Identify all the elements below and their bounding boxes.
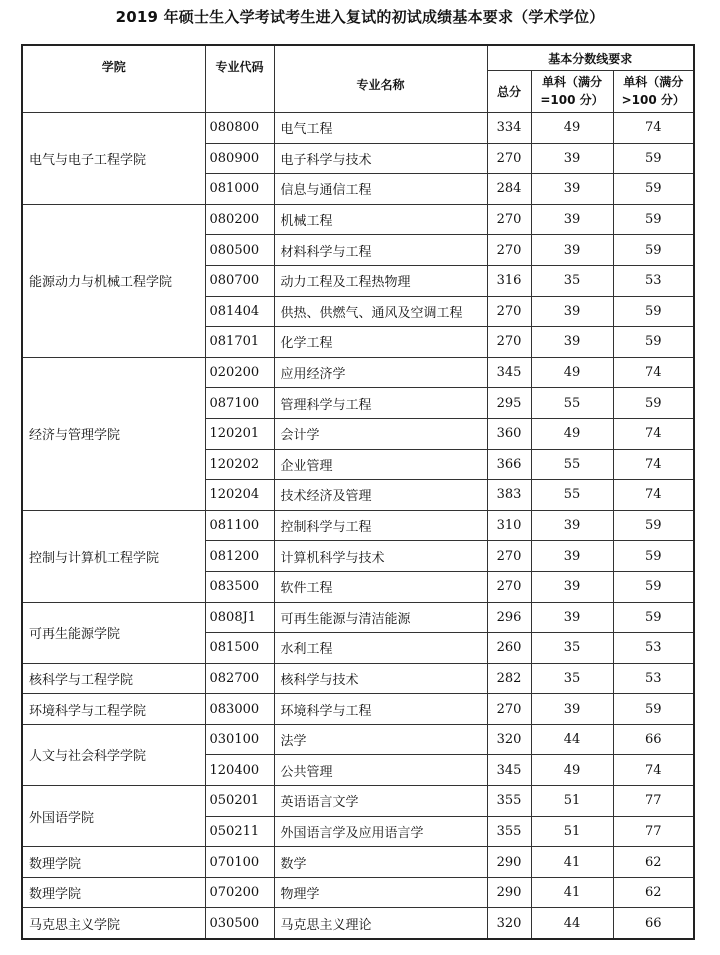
major-name-cell: 会计学 [274,418,487,449]
total-score-cell: 270 [487,296,531,327]
code-cell: 030500 [205,908,274,939]
table-row [22,663,694,694]
total-score-cell: 260 [487,633,531,664]
table-row [22,602,694,633]
major-name-cell: 公共管理 [274,755,487,786]
single-100-cell: 49 [531,755,613,786]
header-code: 专业代码 [205,45,274,113]
code-cell: 070200 [205,877,274,908]
code-cell: 083500 [205,571,274,602]
code-cell: 120202 [205,449,274,480]
code-cell: 080500 [205,235,274,266]
single-100-cell: 39 [531,327,613,358]
single-over-100-cell: 77 [613,816,694,847]
code-cell: 070100 [205,847,274,878]
code-cell: 120400 [205,755,274,786]
page-title: 2019 年硕士生入学考试考生进入复试的初试成绩基本要求（学术学位） [115,8,605,26]
total-score-cell: 282 [487,663,531,694]
college-cell: 核科学与工程学院 [22,663,205,694]
major-name-cell: 电子科学与技术 [274,143,487,174]
table-row [22,357,694,388]
header-college: 学院 [22,45,205,113]
single-over-100-cell: 59 [613,204,694,235]
total-score-cell: 355 [487,816,531,847]
total-score-cell: 270 [487,541,531,572]
total-score-cell: 310 [487,510,531,541]
single-100-cell: 51 [531,816,613,847]
total-score-cell: 270 [487,694,531,725]
single-over-100-cell: 66 [613,724,694,755]
total-score-cell: 320 [487,724,531,755]
total-score-cell: 270 [487,571,531,602]
major-name-cell: 环境科学与工程 [274,694,487,725]
single-100-cell: 55 [531,449,613,480]
college-cell: 数理学院 [22,877,205,908]
single-over-100-cell: 59 [613,388,694,419]
single-over-100-cell: 62 [613,877,694,908]
header-total: 总分 [487,71,531,113]
code-cell: 120204 [205,480,274,511]
major-name-cell: 可再生能源与清洁能源 [274,602,487,633]
code-cell: 120201 [205,418,274,449]
total-score-cell: 383 [487,480,531,511]
college-cell: 环境科学与工程学院 [22,694,205,725]
single-100-cell: 35 [531,633,613,664]
single-over-100-cell: 53 [613,265,694,296]
code-cell: 050201 [205,786,274,817]
code-cell: 080900 [205,143,274,174]
header-name: 专业名称 [274,45,487,113]
single-100-cell: 39 [531,541,613,572]
major-name-cell: 软件工程 [274,571,487,602]
single-100-cell: 49 [531,357,613,388]
code-cell: 087100 [205,388,274,419]
table-row [22,694,694,725]
single-over-100-cell: 74 [613,418,694,449]
major-name-cell: 技术经济及管理 [274,480,487,511]
code-cell: 050211 [205,816,274,847]
code-cell: 020200 [205,357,274,388]
single-100-cell: 44 [531,724,613,755]
code-cell: 082700 [205,663,274,694]
major-name-cell: 数学 [274,847,487,878]
single-over-100-cell: 59 [613,174,694,205]
table-row [22,724,694,755]
major-name-cell: 机械工程 [274,204,487,235]
major-name-cell: 动力工程及工程热物理 [274,265,487,296]
single-over-100-cell: 59 [613,327,694,358]
table-row [22,847,694,878]
college-cell: 能源动力与机械工程学院 [22,204,205,357]
table-row [22,113,694,144]
single-over-100-cell: 59 [613,296,694,327]
single-100-cell: 41 [531,877,613,908]
single-100-cell: 39 [531,602,613,633]
single-over-100-cell: 59 [613,235,694,266]
code-cell: 081404 [205,296,274,327]
total-score-cell: 295 [487,388,531,419]
code-cell: 081200 [205,541,274,572]
single-100-cell: 51 [531,786,613,817]
major-name-cell: 信息与通信工程 [274,174,487,205]
single-100-cell: 39 [531,143,613,174]
major-name-cell: 法学 [274,724,487,755]
single-100-cell: 39 [531,694,613,725]
college-cell: 数理学院 [22,847,205,878]
header-group: 基本分数线要求 [487,45,694,71]
single-100-cell: 39 [531,235,613,266]
major-name-cell: 管理科学与工程 [274,388,487,419]
code-cell: 083000 [205,694,274,725]
single-over-100-cell: 59 [613,571,694,602]
code-cell: 081500 [205,633,274,664]
single-100-cell: 55 [531,480,613,511]
major-name-cell: 马克思主义理论 [274,908,487,939]
single-100-cell: 39 [531,571,613,602]
code-cell: 080200 [205,204,274,235]
single-over-100-cell: 53 [613,633,694,664]
total-score-cell: 290 [487,847,531,878]
total-score-cell: 366 [487,449,531,480]
total-score-cell: 355 [487,786,531,817]
single-over-100-cell: 74 [613,449,694,480]
major-name-cell: 化学工程 [274,327,487,358]
single-over-100-cell: 59 [613,510,694,541]
single-over-100-cell: 77 [613,786,694,817]
table-row [22,204,694,235]
single-over-100-cell: 59 [613,602,694,633]
table-row [22,877,694,908]
code-cell: 081100 [205,510,274,541]
total-score-cell: 270 [487,143,531,174]
total-score-cell: 345 [487,755,531,786]
single-over-100-cell: 59 [613,694,694,725]
major-name-cell: 控制科学与工程 [274,510,487,541]
single-100-cell: 55 [531,388,613,419]
total-score-cell: 334 [487,113,531,144]
major-name-cell: 材料科学与工程 [274,235,487,266]
single-100-cell: 39 [531,510,613,541]
total-score-cell: 360 [487,418,531,449]
single-100-cell: 35 [531,663,613,694]
total-score-cell: 296 [487,602,531,633]
total-score-cell: 270 [487,204,531,235]
major-name-cell: 电气工程 [274,113,487,144]
single-100-cell: 39 [531,296,613,327]
single-100-cell: 44 [531,908,613,939]
major-name-cell: 水利工程 [274,633,487,664]
major-name-cell: 英语语言文学 [274,786,487,817]
code-cell: 0808J1 [205,602,274,633]
single-over-100-cell: 66 [613,908,694,939]
college-cell: 人文与社会科学学院 [22,724,205,785]
single-over-100-cell: 59 [613,541,694,572]
major-name-cell: 外国语言学及应用语言学 [274,816,487,847]
college-cell: 电气与电子工程学院 [22,113,205,205]
single-over-100-cell: 74 [613,480,694,511]
single-over-100-cell: 74 [613,357,694,388]
single-100-cell: 41 [531,847,613,878]
single-over-100-cell: 62 [613,847,694,878]
table-row [22,908,694,939]
total-score-cell: 270 [487,235,531,266]
total-score-cell: 270 [487,327,531,358]
college-cell: 可再生能源学院 [22,602,205,663]
table-row [22,510,694,541]
major-name-cell: 企业管理 [274,449,487,480]
college-cell: 外国语学院 [22,786,205,847]
college-cell: 马克思主义学院 [22,908,205,939]
code-cell: 081000 [205,174,274,205]
single-over-100-cell: 74 [613,113,694,144]
code-cell: 080800 [205,113,274,144]
total-score-cell: 316 [487,265,531,296]
code-cell: 080700 [205,265,274,296]
college-cell: 控制与计算机工程学院 [22,510,205,602]
major-name-cell: 核科学与技术 [274,663,487,694]
single-100-cell: 35 [531,265,613,296]
single-over-100-cell: 53 [613,663,694,694]
code-cell: 081701 [205,327,274,358]
single-over-100-cell: 74 [613,755,694,786]
major-name-cell: 物理学 [274,877,487,908]
single-100-cell: 49 [531,418,613,449]
total-score-cell: 345 [487,357,531,388]
major-name-cell: 供热、供燃气、通风及空调工程 [274,296,487,327]
total-score-cell: 320 [487,908,531,939]
header-single-over-100: 单科（满分>100 分） [613,71,694,113]
table-row [22,786,694,817]
major-name-cell: 应用经济学 [274,357,487,388]
single-over-100-cell: 59 [613,143,694,174]
header-single-100: 单科（满分=100 分） [531,71,613,113]
single-100-cell: 49 [531,113,613,144]
major-name-cell: 计算机科学与技术 [274,541,487,572]
score-table [21,44,695,940]
single-100-cell: 39 [531,174,613,205]
total-score-cell: 290 [487,877,531,908]
total-score-cell: 284 [487,174,531,205]
college-cell: 经济与管理学院 [22,357,205,510]
single-100-cell: 39 [531,204,613,235]
code-cell: 030100 [205,724,274,755]
